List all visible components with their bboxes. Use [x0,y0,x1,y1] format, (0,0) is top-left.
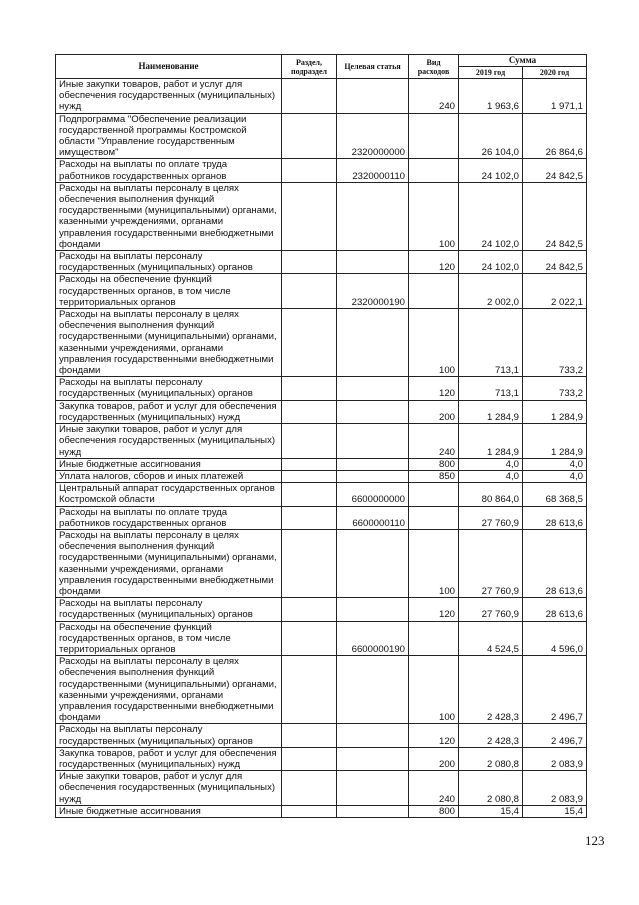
table-header [56,55,587,79]
row-kind-cell [409,506,459,529]
row-2019-cell: 27 760,9 [459,506,523,529]
table-row [56,598,587,621]
table-row [56,159,587,182]
table-row [56,400,587,423]
row-target-cell [337,598,409,621]
row-name-cell: Расходы на выплаты персоналу государственных (муниципальных) органов [56,598,282,621]
row-2020-cell: 1 284,9 [523,424,587,459]
table-row [56,621,587,656]
table-row [56,470,587,482]
row-2019-cell: 2 002,0 [459,274,523,309]
row-kind-cell: 120 [409,377,459,400]
table-row [56,182,587,250]
row-target-cell: 2320000190 [337,274,409,309]
row-kind-cell: 240 [409,424,459,459]
header-2020: 2020 год [523,67,587,79]
row-section-cell [282,483,337,506]
row-2020-cell: 24 842,5 [523,159,587,182]
table-row [56,274,587,309]
row-section-cell [282,470,337,482]
row-kind-cell: 120 [409,251,459,274]
row-name-cell: Иные бюджетные ассигнования [56,805,282,817]
row-2020-cell: 68 368,5 [523,483,587,506]
row-section-cell [282,747,337,770]
row-name-cell: Расходы на выплаты по оплате труда работников государственных органов [56,506,282,529]
row-2020-cell: 24 842,5 [523,251,587,274]
table-row [56,424,587,459]
row-target-cell: 6600000190 [337,621,409,656]
row-target-cell [337,747,409,770]
row-target-cell [337,424,409,459]
table-row [56,377,587,400]
row-name-cell: Расходы на выплаты персоналу в целях обеспечения выполнения функций государственными (муниципальными) органами, казенными учреждениями, органами управления государственными внебюджетными фондами [56,656,282,724]
header-section: Раздел, подраздел [282,55,337,79]
row-section-cell [282,771,337,806]
row-target-cell [337,79,409,114]
row-2020-cell: 28 613,6 [523,529,587,597]
table-row [56,805,587,817]
row-kind-cell: 100 [409,656,459,724]
row-2020-cell: 733,2 [523,309,587,377]
row-kind-cell: 200 [409,400,459,423]
row-kind-cell: 120 [409,598,459,621]
row-target-cell: 2320000110 [337,159,409,182]
row-kind-cell [409,483,459,506]
row-target-cell [337,377,409,400]
table-row [56,724,587,747]
row-section-cell [282,805,337,817]
row-2020-cell: 2 496,7 [523,724,587,747]
row-2019-cell: 27 760,9 [459,598,523,621]
row-name-cell: Закупка товаров, работ и услуг для обеспечения государственных (муниципальных) нужд [56,747,282,770]
row-name-cell: Центральный аппарат государственных органов Костромской области [56,483,282,506]
row-target-cell [337,656,409,724]
row-section-cell [282,621,337,656]
row-2020-cell: 2 083,9 [523,771,587,806]
row-2019-cell: 2 428,3 [459,656,523,724]
row-target-cell [337,771,409,806]
row-2020-cell: 28 613,6 [523,598,587,621]
row-section-cell [282,251,337,274]
row-section-cell [282,182,337,250]
row-section-cell [282,400,337,423]
header-sum: Сумма [459,55,587,67]
row-name-cell: Подпрограмма "Обеспечение реализации государственной программы Костромской области "Управление государственным имуществом" [56,113,282,159]
row-kind-cell [409,621,459,656]
row-section-cell [282,598,337,621]
row-2020-cell: 4 596,0 [523,621,587,656]
row-2019-cell: 24 102,0 [459,251,523,274]
header-2019: 2019 год [459,67,523,79]
row-kind-cell: 240 [409,771,459,806]
table-row [56,656,587,724]
row-2019-cell: 1 284,9 [459,400,523,423]
row-2019-cell: 24 102,0 [459,159,523,182]
row-kind-cell [409,113,459,159]
table-row [56,529,587,597]
row-target-cell: 2320000000 [337,113,409,159]
row-2019-cell: 80 864,0 [459,483,523,506]
table-row [56,506,587,529]
row-2020-cell: 733,2 [523,377,587,400]
table-row [56,771,587,806]
row-kind-cell: 100 [409,182,459,250]
row-2019-cell: 713,1 [459,309,523,377]
row-2020-cell: 2 496,7 [523,656,587,724]
row-name-cell: Расходы на выплаты персоналу в целях обеспечения выполнения функций государственными (муниципальными) органами, казенными учреждениями, органами управления государственными внебюджетными фондами [56,182,282,250]
row-2020-cell: 2 083,9 [523,747,587,770]
header-kind: Вид расходов [409,55,459,79]
row-section-cell [282,79,337,114]
row-2019-cell: 1 284,9 [459,424,523,459]
row-2019-cell: 2 080,8 [459,771,523,806]
row-name-cell: Расходы на выплаты персоналу государственных (муниципальных) органов [56,377,282,400]
header-name: Наименование [56,55,282,79]
row-target-cell [337,251,409,274]
row-kind-cell: 200 [409,747,459,770]
row-2019-cell: 24 102,0 [459,182,523,250]
row-name-cell: Расходы на выплаты персоналу в целях обеспечения выполнения функций государственными (муниципальными) органами, казенными учреждениями, органами управления государственными внебюджетными фондами [56,309,282,377]
row-kind-cell: 100 [409,529,459,597]
row-2019-cell: 1 963,6 [459,79,523,114]
row-target-cell [337,309,409,377]
row-2019-cell: 27 760,9 [459,529,523,597]
row-section-cell [282,159,337,182]
row-section-cell [282,274,337,309]
row-section-cell [282,309,337,377]
table-row [56,483,587,506]
row-2020-cell: 15,4 [523,805,587,817]
row-target-cell [337,724,409,747]
row-2019-cell: 2 080,8 [459,747,523,770]
row-kind-cell: 800 [409,805,459,817]
row-section-cell [282,656,337,724]
row-name-cell: Иные закупки товаров, работ и услуг для обеспечения государственных (муниципальных) нужд [56,771,282,806]
row-2019-cell: 4,0 [459,458,523,470]
header-target: Целевая статья [337,55,409,79]
row-2020-cell: 4,0 [523,458,587,470]
table-row [56,113,587,159]
row-kind-cell [409,159,459,182]
row-kind-cell: 240 [409,79,459,114]
row-name-cell: Закупка товаров, работ и услуг для обеспечения государственных (муниципальных) нужд [56,400,282,423]
row-name-cell: Уплата налогов, сборов и иных платежей [56,470,282,482]
row-2020-cell: 2 022,1 [523,274,587,309]
row-2020-cell: 24 842,5 [523,182,587,250]
row-kind-cell [409,274,459,309]
row-section-cell [282,506,337,529]
page-number: 123 [585,833,605,848]
row-kind-cell: 850 [409,470,459,482]
row-2020-cell: 4,0 [523,470,587,482]
row-name-cell: Расходы на выплаты по оплате труда работников государственных органов [56,159,282,182]
row-section-cell [282,424,337,459]
row-target-cell: 6600000110 [337,506,409,529]
row-2020-cell: 1 971,1 [523,79,587,114]
row-2020-cell: 26 864,6 [523,113,587,159]
row-name-cell: Расходы на обеспечение функций государственных органов, в том числе территориальных органов [56,621,282,656]
row-2019-cell: 2 428,3 [459,724,523,747]
row-kind-cell: 800 [409,458,459,470]
row-target-cell [337,400,409,423]
table-row [56,458,587,470]
row-2019-cell: 15,4 [459,805,523,817]
row-kind-cell: 100 [409,309,459,377]
row-2019-cell: 26 104,0 [459,113,523,159]
row-target-cell: 6600000000 [337,483,409,506]
row-kind-cell: 120 [409,724,459,747]
row-2020-cell: 28 613,6 [523,506,587,529]
table-row [56,309,587,377]
table-row [56,251,587,274]
row-section-cell [282,113,337,159]
row-target-cell [337,182,409,250]
row-name-cell: Иные закупки товаров, работ и услуг для обеспечения государственных (муниципальных) нужд [56,79,282,114]
row-name-cell: Расходы на выплаты персоналу в целях обеспечения выполнения функций государственными (муниципальными) органами, казенными учреждениями, органами управления государственными внебюджетными фондами [56,529,282,597]
row-target-cell [337,470,409,482]
row-name-cell: Расходы на выплаты персоналу государственных (муниципальных) органов [56,724,282,747]
row-section-cell [282,529,337,597]
row-target-cell [337,805,409,817]
row-name-cell: Расходы на выплаты персоналу государственных (муниципальных) органов [56,251,282,274]
budget-table [55,54,587,818]
row-2020-cell: 1 284,9 [523,400,587,423]
row-section-cell [282,458,337,470]
row-section-cell [282,377,337,400]
row-name-cell: Иные закупки товаров, работ и услуг для обеспечения государственных (муниципальных) нужд [56,424,282,459]
table-row [56,747,587,770]
row-name-cell: Иные бюджетные ассигнования [56,458,282,470]
row-section-cell [282,724,337,747]
row-name-cell: Расходы на обеспечение функций государственных органов, в том числе территориальных органов [56,274,282,309]
table-body [56,79,587,818]
row-2019-cell: 713,1 [459,377,523,400]
row-target-cell [337,529,409,597]
table-row [56,79,587,114]
row-2019-cell: 4,0 [459,470,523,482]
row-target-cell [337,458,409,470]
row-2019-cell: 4 524,5 [459,621,523,656]
